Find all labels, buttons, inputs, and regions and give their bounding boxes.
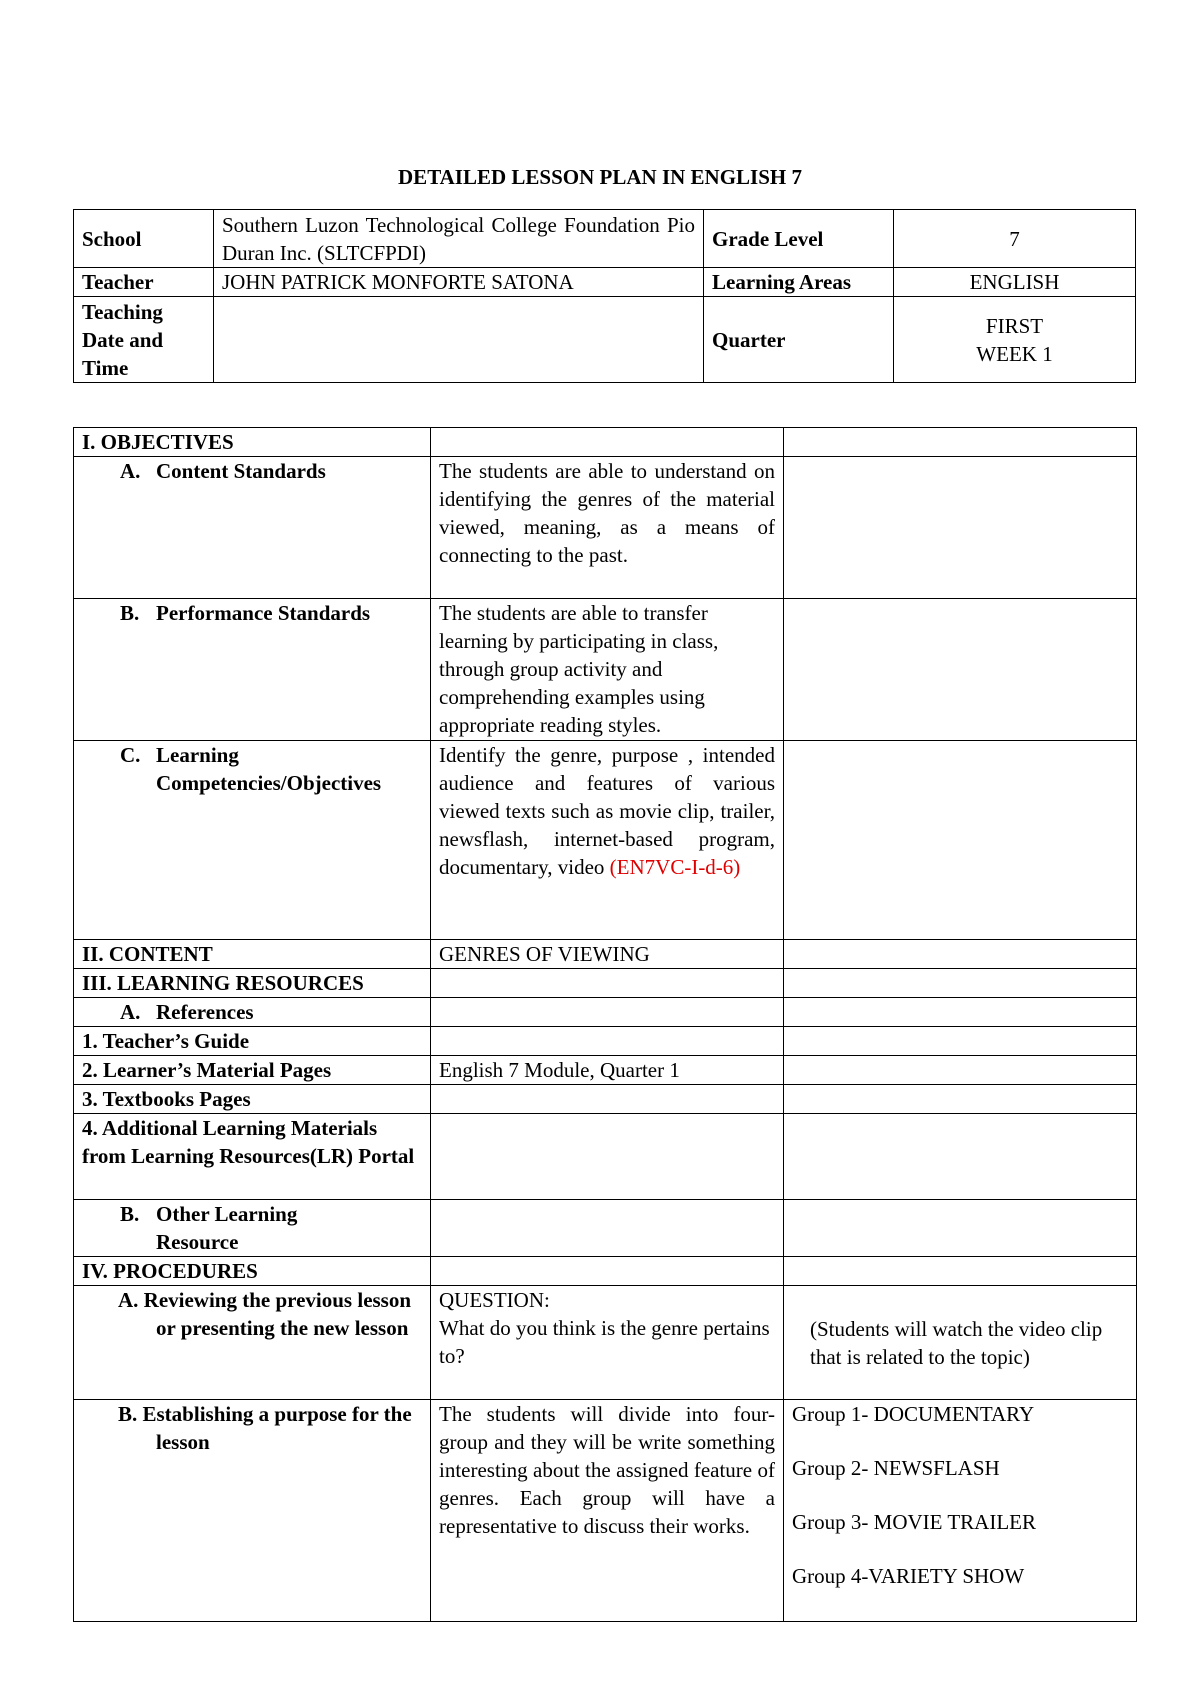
teaching-date-value	[214, 297, 704, 383]
performance-standards-text: The students are able to transfer learning by participating in class, through group activity and comprehending examples using appropriate reading styles.	[431, 599, 784, 741]
competencies-cell-3	[784, 741, 1137, 940]
textbooks-cell-3	[784, 1085, 1137, 1114]
procedures-cell-2	[431, 1257, 784, 1286]
lesson-plan-table	[73, 427, 1137, 1622]
textbooks-value	[431, 1085, 784, 1114]
page-title: DETAILED LESSON PLAN IN ENGLISH 7	[398, 165, 802, 189]
quarter-value-line1: FIRST	[985, 313, 1044, 338]
learning-areas-value: ENGLISH	[894, 268, 1136, 297]
quarter-value	[894, 297, 1136, 383]
learning-resources-cell-2	[431, 969, 784, 998]
performance-standards-label: B. Performance Standards	[74, 599, 431, 741]
grade-level-value: 7	[894, 210, 1136, 268]
lesson-info-table	[73, 209, 1136, 383]
content-standards-cell-3	[784, 457, 1137, 599]
other-resource-label: B. Other Learning Resource	[74, 1200, 431, 1257]
other-resource-cell-3	[784, 1200, 1137, 1257]
objectives-cell-3	[784, 428, 1137, 457]
additional-materials-cell-3	[784, 1114, 1137, 1200]
group-item: Group 4-VARIETY SHOW	[792, 1564, 1025, 1588]
additional-materials-value	[431, 1114, 784, 1200]
quarter-value-line2: WEEK 1	[976, 341, 1053, 366]
grade-level-label: Grade Level	[704, 210, 894, 268]
reviewing-lesson-label: A. Reviewing the previous lesson or presenting the new lesson	[74, 1286, 431, 1400]
objectives-heading: I. OBJECTIVES	[74, 428, 431, 457]
group-item: Group 2- NEWSFLASH	[792, 1456, 1000, 1480]
competencies-label: C. Learning Competencies/Objectives	[74, 741, 431, 940]
performance-standards-cell-3	[784, 599, 1137, 741]
procedures-heading: IV. PROCEDURES	[74, 1257, 431, 1286]
content-value: GENRES OF VIEWING	[431, 940, 784, 969]
teacher-label: Teacher	[74, 268, 214, 297]
teachers-guide-value	[431, 1027, 784, 1056]
quarter-label: Quarter	[704, 297, 894, 383]
reviewing-lesson-question: QUESTION: What do you think is the genre pertains to?	[431, 1286, 784, 1400]
learners-material-label: 2. Learner’s Material Pages	[74, 1056, 431, 1085]
content-cell-3	[784, 940, 1137, 969]
procedures-cell-3	[784, 1257, 1137, 1286]
other-resource-value	[431, 1200, 784, 1257]
learning-areas-label: Learning Areas	[704, 268, 894, 297]
group-item: Group 3- MOVIE TRAILER	[792, 1510, 1037, 1534]
content-standards-label: A. Content Standards	[74, 457, 431, 599]
learners-material-value: English 7 Module, Quarter 1	[431, 1056, 784, 1085]
references-cell-2	[431, 998, 784, 1027]
competency-code: (EN7VC-I-d-6)	[609, 855, 741, 879]
teachers-guide-cell-3	[784, 1027, 1137, 1056]
content-standards-text: The students are able to understand on identifying the genres of the material viewed, meaning, as a means of connecting to the past.	[431, 457, 784, 599]
textbooks-label: 3. Textbooks Pages	[74, 1085, 431, 1114]
learning-resources-cell-3	[784, 969, 1137, 998]
learners-material-cell-3	[784, 1056, 1137, 1085]
teaching-date-label: Teaching Date and Time	[74, 297, 214, 383]
school-label: School	[74, 210, 214, 268]
learning-resources-heading: III. LEARNING RESOURCES	[74, 969, 431, 998]
reviewing-lesson-note: (Students will watch the video clip that is related to the topic)	[784, 1286, 1137, 1400]
additional-materials-label: 4. Additional Learning Materials from Learning Resources(LR) Portal	[74, 1114, 431, 1200]
teachers-guide-label: 1. Teacher’s Guide	[74, 1027, 431, 1056]
establishing-purpose-text: The students will divide into four-group and they will be write something interesting about the assigned feature of genres. Each group will have a representative to discuss their works.	[431, 1400, 784, 1622]
objectives-cell-2	[431, 428, 784, 457]
references-cell-3	[784, 998, 1137, 1027]
references-label: A. References	[74, 998, 431, 1027]
content-heading: II. CONTENT	[74, 940, 431, 969]
group-item: Group 1- DOCUMENTARY	[792, 1402, 1035, 1426]
school-value: Southern Luzon Technological College Foundation Pio Duran Inc. (SLTCFPDI)	[214, 210, 704, 268]
establishing-purpose-label: B. Establishing a purpose for the lesson	[74, 1400, 431, 1622]
group-list	[784, 1400, 1137, 1622]
teacher-value: JOHN PATRICK MONFORTE SATONA	[214, 268, 704, 297]
competencies-text: Identify the genre, purpose , intended audience and features of various viewed texts such as movie clip, trailer, newsflash, internet-based program, documentary, video (EN7VC-I-d-6)	[431, 741, 784, 940]
